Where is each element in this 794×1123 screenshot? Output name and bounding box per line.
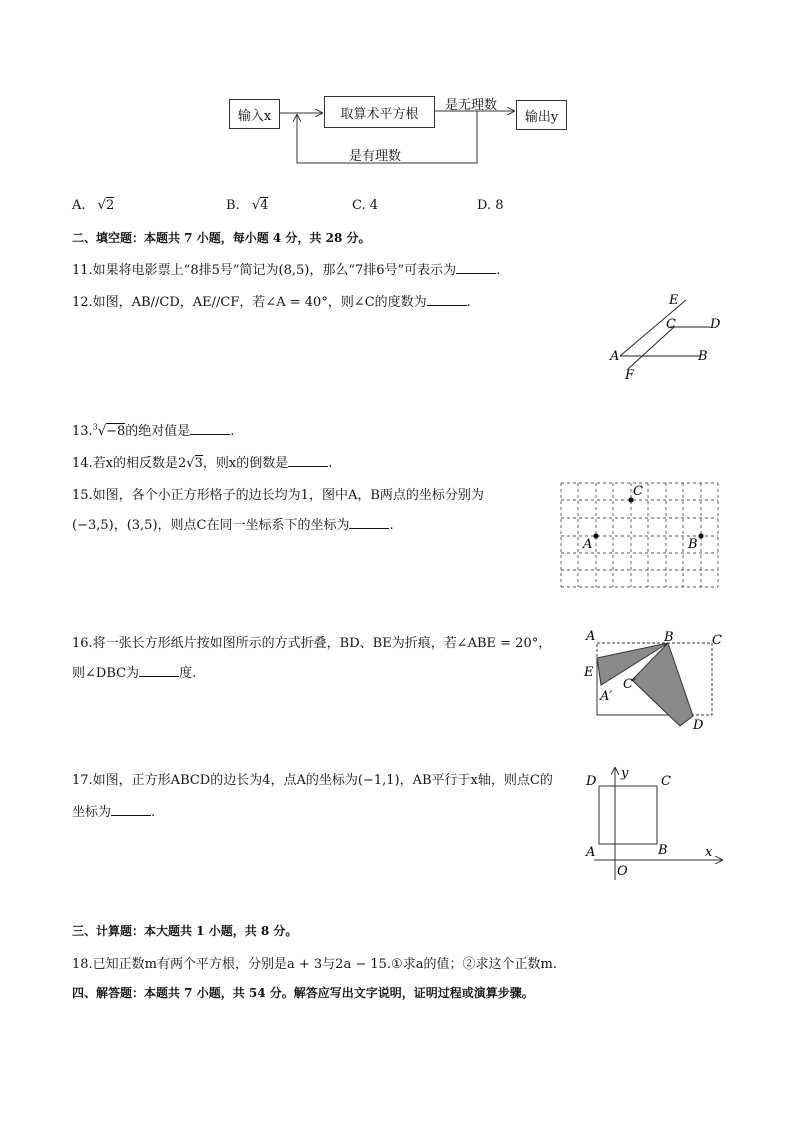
flow-rational-label: 是有理数 bbox=[349, 149, 402, 164]
q11-text: 11.如果将电影票上“8排5号”简记为(8,5)，那么“7排6号”可表示为 bbox=[72, 263, 457, 278]
q16-line2 bbox=[72, 662, 196, 681]
q11 bbox=[72, 259, 500, 278]
q15-line2 bbox=[72, 514, 394, 533]
q11-end: . bbox=[496, 263, 501, 278]
q13: 13.$^3$√−8的绝对值是 . bbox=[72, 422, 235, 439]
q15-point-a bbox=[593, 533, 598, 538]
q16-line2-text: 则∠DBC为 bbox=[72, 666, 140, 681]
option-a bbox=[72, 198, 114, 213]
option-b-prefix: B. bbox=[226, 198, 240, 213]
q17-square-figure bbox=[580, 762, 730, 880]
q14-end: . bbox=[328, 456, 333, 471]
q17-label-a: A bbox=[586, 845, 596, 860]
q12-label-e: E bbox=[669, 293, 679, 308]
q16-label-b: B bbox=[664, 630, 674, 645]
q15-line1: 15.如图，各个小正方形格子的边长均为1，图中A，B两点的坐标分别为 bbox=[72, 488, 484, 503]
q13-blank bbox=[190, 422, 230, 435]
q12-label-a: A bbox=[610, 349, 620, 364]
flow-input-label: 输入x bbox=[237, 108, 272, 124]
q17-label-x: x bbox=[705, 845, 713, 860]
q18-text: 18.已知正数m有两个平方根，分别是a + 3与2a − 15.①求a的值；②求这个正数m. bbox=[72, 957, 557, 972]
q13-num: 13. bbox=[72, 424, 93, 439]
option-b bbox=[226, 198, 268, 213]
q16-label-a: A bbox=[586, 629, 596, 644]
q11-blank bbox=[456, 261, 496, 274]
q12-line-fc bbox=[628, 327, 674, 369]
option-c: C. 4 bbox=[352, 198, 379, 213]
flow-process-label: 取算术平方根 bbox=[340, 106, 419, 122]
q16-blank bbox=[139, 664, 179, 677]
q17-label-c: C bbox=[661, 774, 671, 789]
section4-heading: 四、解答题：本题共 7 小题，共 54 分。解答应写出文字说明，证明过程或演算步骤。 bbox=[72, 986, 534, 1000]
flow-irrational-label: 是无理数 bbox=[445, 98, 498, 113]
q15-grid-figure bbox=[558, 480, 723, 592]
q14: 14.若x的相反数是2√3，则x的倒数是 . bbox=[72, 456, 333, 471]
q12-end: . bbox=[466, 295, 471, 310]
q12-label-b: B bbox=[698, 349, 708, 364]
q15-label-a: A bbox=[583, 537, 593, 552]
q16-label-c: C bbox=[712, 633, 722, 648]
q14-blank bbox=[288, 454, 328, 467]
q17-label-b: B bbox=[658, 843, 668, 858]
q16-label-d: D bbox=[693, 718, 704, 733]
q17-square bbox=[599, 786, 657, 844]
flow-output-label: 输出y bbox=[524, 109, 559, 125]
q17-label-y: y bbox=[621, 766, 629, 781]
q12-label-c: C bbox=[666, 317, 676, 332]
q12-line-ae bbox=[620, 300, 686, 356]
q15-end: . bbox=[389, 518, 394, 533]
q12-figure bbox=[606, 290, 726, 382]
q17-line2 bbox=[72, 801, 155, 820]
q15-point-b bbox=[698, 533, 703, 538]
q12-label-d: D bbox=[710, 317, 721, 332]
option-a-radical: √2 bbox=[97, 198, 115, 213]
q17-blank bbox=[111, 803, 151, 816]
q17-line2-text: 坐标为 bbox=[72, 805, 112, 820]
q16-label-a-prime: A′ bbox=[600, 689, 613, 704]
option-a-prefix: A. bbox=[72, 198, 86, 213]
q16-fold-figure bbox=[580, 628, 725, 736]
option-a-value: 2 bbox=[105, 198, 115, 213]
section3-heading: 三、计算题：本大题共 1 小题，共 8 分。 bbox=[72, 924, 298, 938]
q16-label-c-prime: C′ bbox=[623, 677, 636, 692]
q16-line2-end: 度. bbox=[179, 666, 197, 681]
q13-radical-index: 3 bbox=[92, 422, 98, 432]
q13-end: . bbox=[230, 424, 235, 439]
q12 bbox=[72, 291, 471, 310]
q13-text: 的绝对值是 bbox=[125, 424, 191, 439]
q14-text1: 14.若x的相反数是2 bbox=[72, 456, 187, 471]
q15-blank bbox=[349, 516, 389, 529]
section2-heading: 二、填空题：本题共 7 小题，每小题 4 分，共 28 分。 bbox=[72, 231, 371, 245]
q17-label-d: D bbox=[586, 774, 597, 789]
q15-line2-text: (−3,5)，(3,5)，则点C在同一坐标系下的坐标为 bbox=[72, 518, 350, 533]
q12-label-f: F bbox=[625, 368, 635, 382]
q14-text2: ，则x的倒数是 bbox=[202, 456, 289, 471]
q16-label-e: E bbox=[584, 665, 594, 680]
q12-text: 12.如图，AB//CD，AE//CF，若∠A = 40°，则∠C的度数为 bbox=[72, 295, 427, 310]
q16-line1: 16.将一张长方形纸片按如图所示的方式折叠，BD、BE为折痕，若∠ABE = 20°， bbox=[72, 636, 552, 651]
option-d: D. 8 bbox=[477, 198, 504, 213]
option-b-radical: √4 bbox=[251, 198, 269, 213]
q15-label-b: B bbox=[688, 537, 698, 552]
q15-label-c: C bbox=[633, 484, 643, 499]
q17-label-o: O bbox=[617, 864, 628, 879]
q17-end: . bbox=[151, 805, 156, 820]
q17-line1: 17.如图，正方形ABCD的边长为4，点A的坐标为(−1,1)，AB平行于x轴，则点C的 bbox=[72, 773, 553, 788]
q12-blank bbox=[427, 293, 467, 306]
q13-radicand: −8 bbox=[106, 424, 126, 439]
option-b-value: 4 bbox=[260, 198, 269, 213]
q14-radicand: 3 bbox=[194, 456, 203, 471]
